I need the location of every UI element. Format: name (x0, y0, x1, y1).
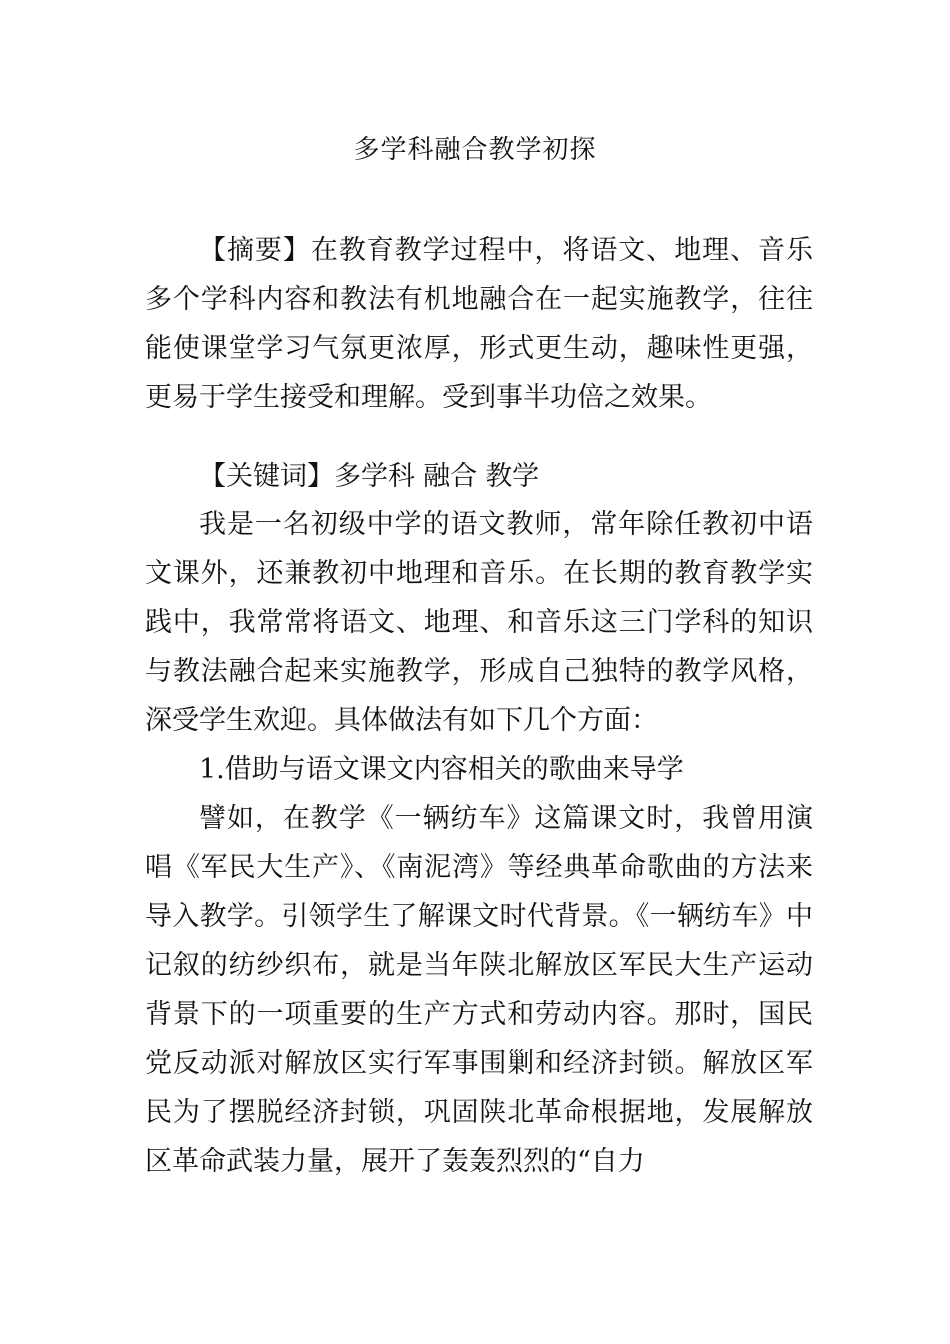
keyword-item: 教学 (485, 461, 540, 492)
abstract-paragraph (145, 226, 813, 422)
abstract-block (145, 226, 813, 422)
section-heading: 1.借助与语文课文内容相关的歌曲来导学 (199, 754, 684, 785)
keyword-item: 融合 (423, 461, 478, 492)
abstract-label: 【摘要】 (199, 235, 311, 266)
section-paragraph: 譬如，在教学《一辆纺车》这篇课文时，我曾用演唱《军民大生产》、《南泥湾》等经典革命歌曲的方法来导入教学。引领学生了解课文时代背景。《一辆纺车》中记叙的纺纱织布，就是当年陕北解放区军民大生产运动背景下的一项重要的生产方式和劳动内容。那时，国民党反动派对解放区实行军事围剿和经济封锁。解放区军民为了摆脱经济封锁，巩固陕北革命根据地，发展解放区革命武装力量，展开了轰轰烈烈的“自力 (145, 803, 813, 1177)
keyword-item: 多学科 (334, 461, 415, 492)
intro-paragraph: 我是一名初级中学的语文教师，常年除任教初中语文课外，还兼教初中地理和音乐。在长期的教育教学实践中，我常常将语文、地理、和音乐这三门学科的知识与教法融合起来实施教学，形成自己独特的教学风格，深受学生欢迎。具体做法有如下几个方面： (145, 509, 813, 736)
keywords-paragraph (145, 452, 813, 501)
document-title: 多学科融合教学初探 (353, 135, 597, 165)
abstract-text: 在教育教学过程中，将语文、地理、音乐多个学科内容和教法有机地融合在一起实施教学，往往能使课堂学习气氛更浓厚，形式更生动，趣味性更强，更易于学生接受和理解。受到事半功倍之效果。 (145, 235, 814, 413)
main-body (145, 500, 813, 1186)
keywords-block (145, 452, 813, 501)
keywords-label: 【关键词】 (199, 461, 334, 492)
